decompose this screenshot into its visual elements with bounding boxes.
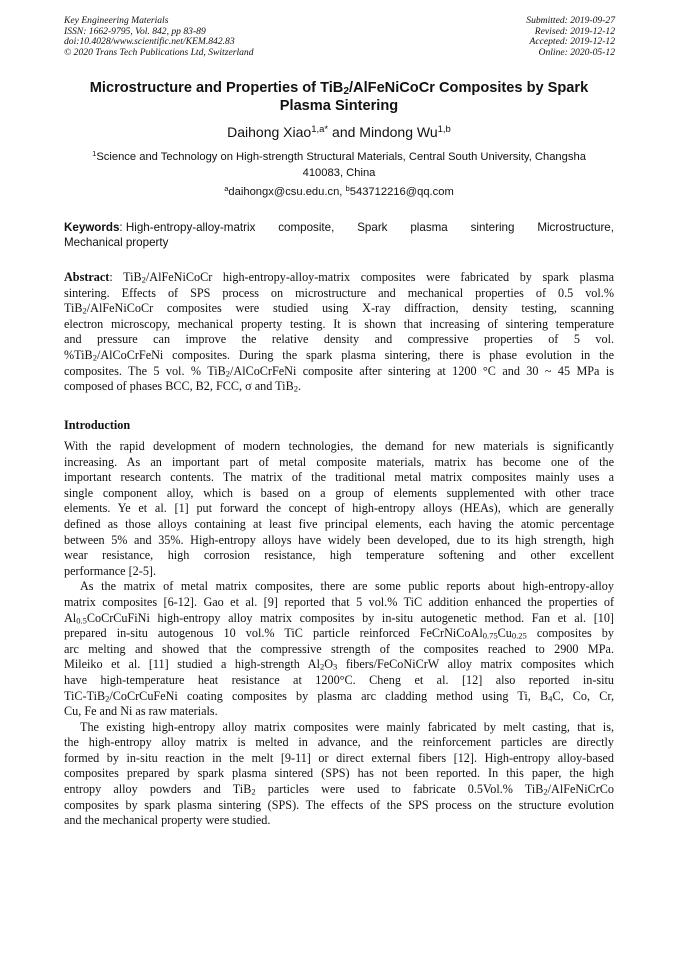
journal-name: Key Engineering Materials — [64, 15, 169, 26]
paragraph-line: composites by spark plasma sintering (SPS). The effects of the SPS process on the structure evolution — [64, 797, 614, 812]
paragraph-line: Cu, Fe and Ni as raw materials. — [64, 704, 218, 719]
paragraph-line: defined as those alloys containing at least five principal elements, each having the atomic percentage — [64, 516, 614, 531]
paragraph-line: the high-entropy alloy matrix is melted in advance, and the reinforcement particles are directly — [64, 735, 614, 750]
abstract-text: /AlFeNiCoCr composites were studied using X-ray diffraction, density testing, scanning — [86, 301, 614, 316]
author-list — [0, 123, 678, 141]
submitted-date: Submitted: 2019-09-27 — [526, 15, 615, 26]
section-heading: Introduction — [64, 418, 131, 432]
email-mark: b — [345, 183, 350, 193]
author-emails — [0, 185, 678, 200]
keywords-label: Keywords — [64, 221, 120, 234]
subscript: 2 — [543, 786, 548, 797]
paragraph-line: formed by in-situ reaction in the melt [9-11] or direct external fibers [12]. High-entropy alloy-based — [64, 750, 614, 765]
paragraph-text: composites by — [526, 626, 614, 641]
title-line-2: Plasma Sintering — [279, 97, 399, 114]
paragraph-text: C, Co, Cr, — [552, 688, 614, 703]
abstract-line: sintering. Effects of SPS process on microstructure and mechanical properties of 0.5 vol.% — [64, 285, 614, 300]
paragraph-line: important research contents. The matrix of the traditional metal matrix composites mainly uses a — [64, 470, 614, 485]
keyword: plasma — [410, 221, 448, 234]
keyword: sintering — [470, 221, 515, 234]
abstract-text: composites. The 5 vol. % TiB — [64, 363, 226, 378]
paragraph-line: As the matrix of metal matrix composites, there are some public reports about high-entropy-alloy — [80, 579, 614, 594]
paragraph-line: have high-temperature heat resistance at 1200°C. Cheng et al. [12] also reported in-situ — [64, 672, 614, 687]
affiliation-mark: 1 — [92, 148, 97, 158]
abstract-label: Abstract — [64, 270, 110, 284]
introduction-body — [64, 439, 614, 829]
subscript: 2 — [82, 305, 87, 316]
paragraph-text: Mileiko et al. [11] studied a high-strength Al — [64, 657, 320, 672]
title-subscript: 2 — [343, 86, 349, 98]
keyword: Microstructure, — [537, 221, 614, 234]
paragraph-line: performance [2-5]. — [64, 563, 157, 578]
journal-info — [64, 16, 254, 58]
abstract — [64, 270, 614, 395]
subscript: 0.5 — [76, 615, 87, 626]
copyright: © 2020 Trans Tech Publications Ltd, Switzerland — [64, 46, 254, 58]
abstract-text: . — [297, 379, 302, 394]
email-link[interactable]: 543712216@qq.com — [349, 186, 454, 198]
paragraph-line: composites prepared by spark plasma sintered (SPS) has not been reported. In this paper, the high — [64, 766, 614, 781]
subscript: 2 — [92, 352, 97, 363]
author-affiliation-mark: 1,b — [437, 123, 451, 135]
paragraph-line: increasing. As an important part of metal composite materials, matrix has become one of the — [64, 454, 614, 469]
affiliation-line: Science and Technology on High-strength Structural Materials, Central South University, Changsha — [96, 151, 586, 163]
subscript: 2 — [319, 662, 325, 673]
paragraph-text: O — [324, 657, 334, 672]
doi: doi:10.4028/www.scientific.net/KEM.842.83 — [64, 36, 235, 48]
paragraph-line: and the mechanical property were studied. — [64, 813, 271, 828]
author-affiliation-mark: 1,a* — [311, 123, 329, 135]
paragraph-line: wear resistance, high corrosion resistance, high temperature softening and other excellent — [64, 548, 614, 563]
paragraph-line: elements. Ye et al. [1] put forward the concept of high-entropy alloys (HEAs), which are generally — [64, 501, 614, 516]
publication-dates — [526, 16, 615, 58]
issn: ISSN: 1662-9795, Vol. 842, pp 83-89 — [64, 25, 206, 37]
paragraph-line: arc melting and showed that the compressive strength of the composites reached to 2900 MPa. — [64, 641, 614, 656]
paragraph-line: The existing high-entropy alloy matrix composites were mainly fabricated by melt casting, that is, — [80, 719, 614, 734]
abstract-line: and pressure can improve the relative density and compressive properties of 5 vol. — [64, 332, 614, 347]
online-date: Online: 2020-05-12 — [538, 46, 615, 58]
keywords-line — [64, 220, 614, 235]
accepted-date: Accepted: 2019-12-12 — [529, 36, 615, 48]
keyword: Spark — [357, 221, 388, 234]
paragraph-text: TiC-TiB — [64, 688, 106, 703]
keyword: composite, — [278, 221, 335, 234]
abstract-text: : TiB — [109, 270, 142, 284]
affiliation — [64, 150, 614, 181]
keywords-line: Mechanical property — [64, 236, 169, 249]
abstract-text: /AlCoCrFeNi composites. During the spark plasma sintering, there is phase evolution in the — [96, 347, 614, 362]
paragraph-text: Cu — [497, 626, 512, 641]
subscript: 4 — [548, 693, 553, 704]
paragraph-line: With the rapid development of modern technologies, the demand for new materials is significantly — [64, 439, 614, 453]
author-name: and Mindong Wu — [328, 124, 438, 140]
keyword: : High-entropy-alloy-matrix — [119, 221, 256, 234]
paragraph-text: prepared in-situ autogenous 10 vol.% TiC particle reinforced FeCrNiCoAl — [64, 626, 483, 641]
paragraph-text: particles were used to fabricate 0.5Vol.% TiB — [255, 782, 544, 797]
paragraph-text: CoCrCuFiNi high-entropy alloy matrix composites by in-situ autogenetic method. Fan et al. [10] — [86, 610, 614, 625]
paragraph-line: matrix composites [6-12]. Gao et al. [9] reported that 5 vol.% TiC addition enhanced the properties of — [64, 594, 614, 609]
email-link[interactable]: daihongx@csu.edu.cn, — [228, 186, 346, 198]
revised-date: Revised: 2019-12-12 — [534, 25, 615, 37]
paragraph-text: entropy alloy powders and TiB — [64, 782, 252, 797]
paper-title — [56, 80, 622, 115]
abstract-text: %TiB — [64, 347, 93, 362]
abstract-text: composed of phases BCC, B2, FCC, σ and TiB — [64, 379, 294, 394]
paragraph-text: /AlFeNiCrCo — [547, 782, 614, 797]
abstract-text: TiB — [64, 301, 83, 316]
paragraph-line: single component alloy, which is based on a group of elements supplemented with other trace — [64, 485, 614, 500]
keywords — [64, 220, 614, 250]
affiliation-line: 410083, China — [302, 166, 376, 179]
subscript: 3 — [333, 662, 338, 673]
paragraph-text: /CoCrCuFeNi coating composites by plasma arc cladding method using Ti, B — [109, 688, 549, 703]
abstract-line: electron microscopy, mechanical property testing. It is shown that increasing of sintering temperature — [64, 316, 614, 331]
paragraph-text: Al — [64, 610, 77, 625]
paragraph-text: fibers/FeCoNiCrW alloy matrix composites which — [337, 657, 615, 672]
abstract-text: /AlCoCrFeNi composite after sintering at 1200 °C and 30 ~ 45 MPa is — [230, 363, 614, 378]
subscript: 2 — [293, 383, 298, 394]
subscript: 0.25 — [511, 630, 527, 641]
subscript: 2 — [225, 368, 230, 379]
subscript: 0.75 — [482, 630, 498, 641]
subscript: 2 — [251, 786, 256, 797]
title-part: Microstructure and Properties of TiB — [89, 80, 344, 96]
subscript: 2 — [141, 274, 146, 285]
title-part: /AlFeNiCoCr Composites by Spark — [349, 80, 589, 96]
subscript: 2 — [105, 693, 110, 704]
paragraph-line: between 5% and 35%. High-entropy alloys have widely been developed, due to its high strength, high — [64, 532, 614, 547]
abstract-text: /AlFeNiCoCr high-entropy-alloy-matrix composites were fabricated by spark plasma — [145, 270, 615, 284]
email-mark: a — [224, 183, 229, 193]
author-name: Daihong Xiao — [227, 124, 312, 140]
